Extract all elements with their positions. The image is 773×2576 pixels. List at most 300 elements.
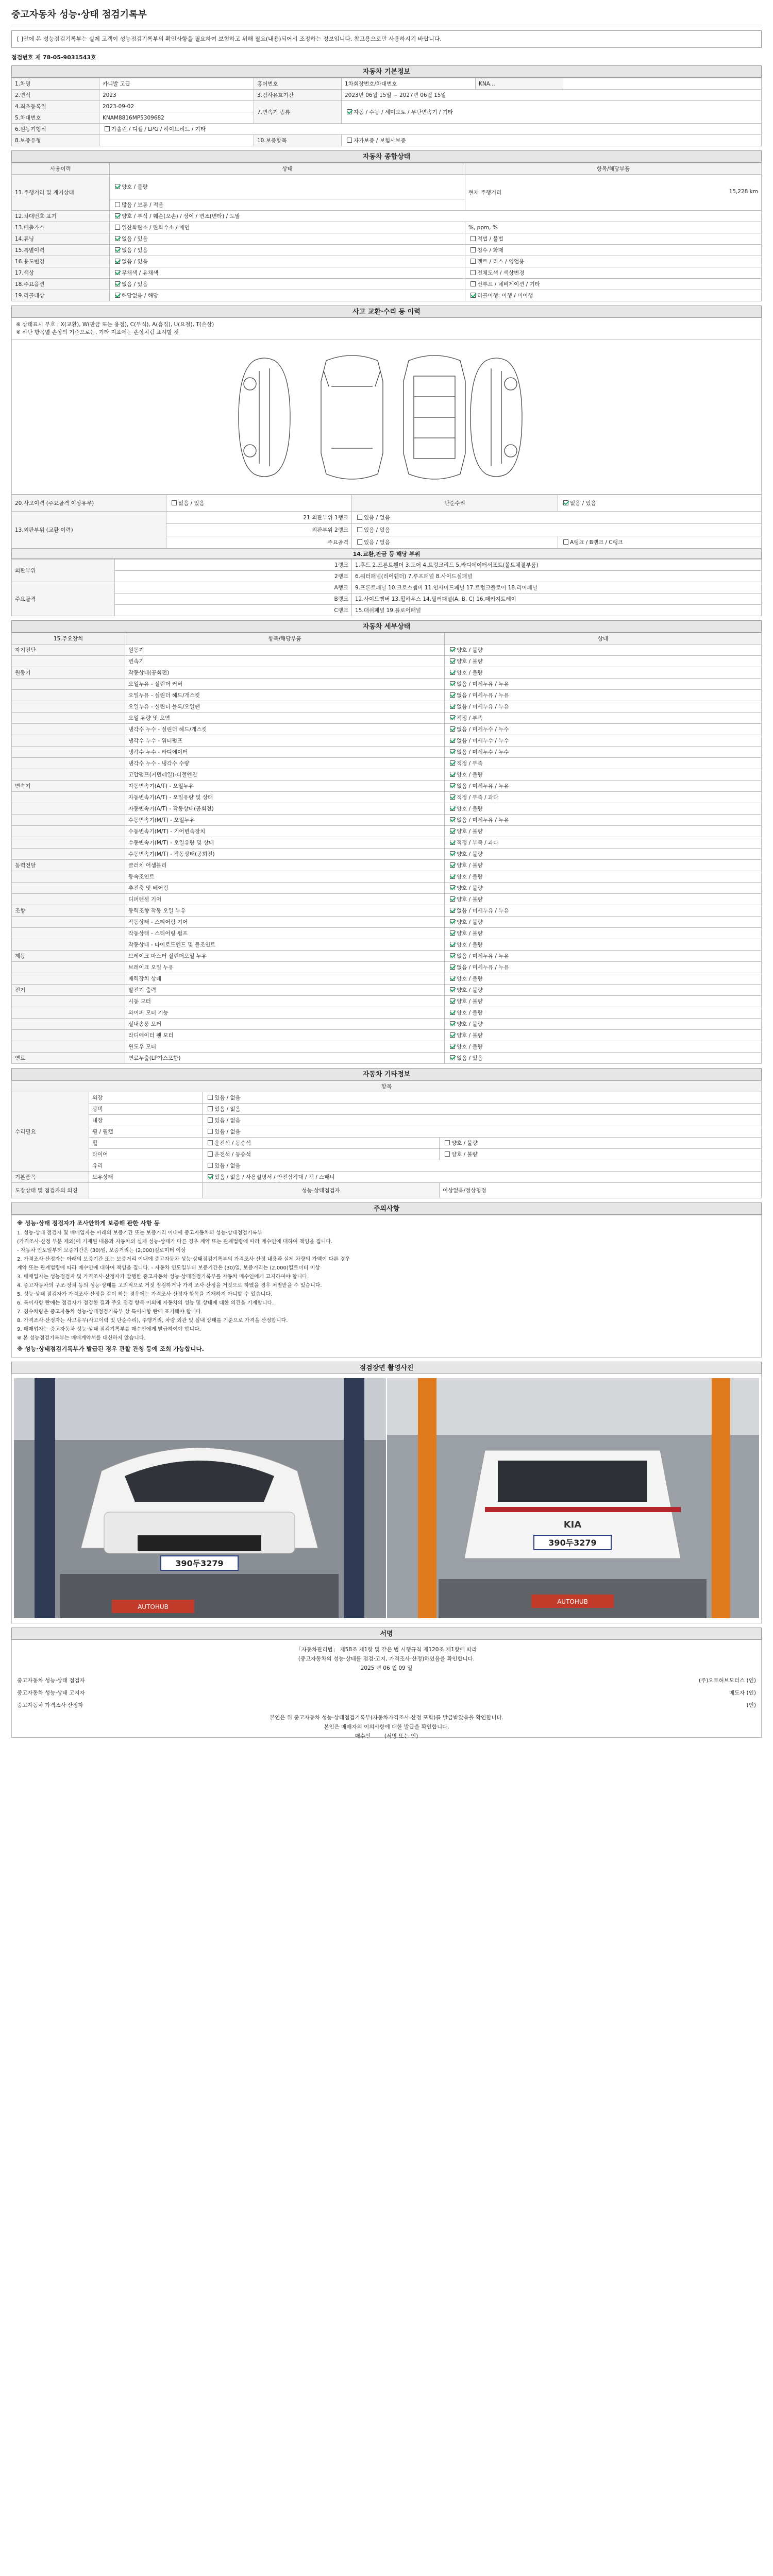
table-row [12, 860, 762, 871]
item: 오일 유량 및 오염 [125, 713, 445, 724]
item: 고압펌프(커먼레일)-디젤엔진 [125, 769, 445, 781]
table-row [12, 792, 762, 803]
status-options [445, 803, 762, 815]
checkbox-icon [450, 806, 455, 811]
options: 있음 / 없음 [203, 1092, 762, 1104]
note-line: (가격조사·산정 부분 제외)에 기재된 내용과 자동차의 실제 성능·상태가 다른 경우 계약 또는 관계법령에 따라 매수인에 대하여 책임을 집니다. [17, 1239, 333, 1245]
item: 냉각수 누수 - 라디에이터 [125, 747, 445, 758]
status-options [445, 735, 762, 747]
label: 단순수리 [352, 495, 558, 512]
options: 운전석 / 동승석 [203, 1138, 440, 1149]
blank [89, 1183, 203, 1198]
checkbox-icon [450, 1010, 455, 1015]
other-info-table [11, 1080, 762, 1198]
checkbox-icon [450, 1044, 455, 1049]
label: 10.보증항목 [254, 135, 342, 146]
status-text: 없음 / 미세누수 / 누수 [457, 749, 509, 755]
rear-photo [387, 1378, 759, 1618]
status-text: 양호 / 불량 [457, 987, 483, 993]
item: 와이퍼 모터 기능 [125, 1007, 445, 1019]
parts-list: 15.대쉬패널 19.플로어패널 [352, 605, 762, 616]
item: 시동 모터 [125, 996, 445, 1007]
label: 휠 [89, 1138, 203, 1149]
item: 수동변속기(M/T) - 기어변속장치 [125, 826, 445, 837]
signer-row: 중고자동차 성능·상태 점검자 (주)오토허브모터스 (인) [17, 1677, 756, 1684]
status-options [445, 747, 762, 758]
options: 있음 / 없음 [203, 1160, 762, 1172]
checkbox-icon [450, 1032, 455, 1038]
item: 냉각수 누수 - 워터펌프 [125, 735, 445, 747]
table-row [12, 690, 762, 701]
photos-section [11, 1362, 762, 1623]
status-text: 없음 / 있음 [457, 1055, 483, 1061]
col-header: 상태 [445, 633, 762, 645]
category [12, 713, 125, 724]
status-text: 없음 / 미세누유 / 누유 [457, 953, 509, 959]
engine-options: 가솔린 / 디젤 / LPG / 하이브리드 / 기타 [99, 124, 762, 135]
detail-table [11, 633, 762, 1064]
options: 없음 / 있음 [110, 245, 465, 256]
status-text: 양호 / 불량 [457, 942, 483, 948]
label: 8.보증유형 [12, 135, 99, 146]
options: 선루프 / 네비게이션 / 기타 [465, 279, 762, 290]
item: 오일누유 - 실린더 커버 [125, 679, 445, 690]
label: 14.튜닝 [12, 233, 110, 245]
detail-section [11, 620, 762, 1064]
status-text: 양호 / 불량 [457, 647, 483, 653]
status-text: 양호 / 불량 [457, 976, 483, 982]
item: 수동변속기(M/T) - 작동상태(공회전) [125, 849, 445, 860]
status-text: 양호 / 불량 [457, 874, 483, 880]
status-options [445, 905, 762, 917]
item: 브레이크 오일 누유 [125, 962, 445, 973]
checkbox-icon [450, 704, 455, 709]
other-info-section [11, 1068, 762, 1198]
note-line: 5. 성능·상태 점검자가 가격조사·산정을 같이 하는 경우에는 가격조사·산정자 항목을 기재하지 아니할 수 있습니다. [17, 1292, 273, 1297]
banner-text: AUTOHUB [138, 1603, 169, 1611]
note-line: 7. 침수차량은 중고자동차 성능·상태점검기록부 상 특이사항 란에 표기해야 합니다. [17, 1309, 203, 1315]
label: 보유상태 [89, 1172, 203, 1183]
col-header: 15.주요장치 [12, 633, 125, 645]
rank: B랭크 [115, 594, 352, 605]
label: 기본품목 [12, 1172, 89, 1183]
item: 윈도우 모터 [125, 1041, 445, 1053]
status-options [445, 973, 762, 985]
banner-text: AUTOHUB [557, 1598, 588, 1605]
checkbox-icon [450, 840, 455, 845]
item: 등속조인트 [125, 871, 445, 883]
status-text: 양호 / 불량 [457, 896, 483, 903]
category: 변속기 [12, 781, 125, 792]
options: 많음 / 보통 / 적음 [110, 199, 465, 211]
table-row [12, 679, 762, 690]
checkbox-icon [450, 772, 455, 777]
note-line: 4. 증고자동차의 구조·장치 등의 성능·상태를 고의적으로 거짓 점검하거나 가격 조사·산정을 거짓으로 하였을 경우 처벌받을 수 있습니다. [17, 1283, 322, 1289]
item: 라디에이터 팬 모터 [125, 1030, 445, 1041]
status-options [445, 1019, 762, 1030]
status-text: 없음 / 미세누유 / 누유 [457, 692, 509, 699]
checkbox-icon [450, 738, 455, 743]
status-options [445, 951, 762, 962]
table-row [12, 928, 762, 939]
checkbox-icon [450, 794, 455, 800]
item: 변속기 [125, 656, 445, 667]
status-text: 양호 / 불량 [457, 862, 483, 869]
category [12, 837, 125, 849]
checkbox-icon [450, 987, 455, 992]
basic-info-section [11, 65, 762, 146]
table-row [12, 962, 762, 973]
category [12, 883, 125, 894]
table-row [12, 781, 762, 792]
status-text: 없음 / 미세누유 / 누유 [457, 908, 509, 914]
options: A랭크 / B랭크 / C랭크 [558, 536, 762, 549]
checkbox-icon [450, 817, 455, 822]
item: 냉각수 누수 - 냉각수 수량 [125, 758, 445, 769]
label: 19.리콜대상 [12, 290, 110, 301]
col-header: 항목 [12, 1081, 762, 1092]
item: 디퍼렌셜 기어 [125, 894, 445, 905]
options: 양호 / 불량 [440, 1149, 762, 1160]
table-row [12, 701, 762, 713]
category [12, 1007, 125, 1019]
status-text: 없음 / 미세누유 / 누유 [457, 783, 509, 789]
status-options [445, 860, 762, 871]
section-header: 자동차 세부상태 [11, 620, 762, 633]
status-options [445, 996, 762, 1007]
checkbox-icon [450, 953, 455, 958]
parts-list: 9.프론트패널 10.크로스멤버 11.인사이드패널 17.트렁크플로어 18.리어패널 [352, 582, 762, 594]
category [12, 679, 125, 690]
label: 타이어 [89, 1149, 203, 1160]
note-line: 계약 또는 관계법령에 따라 매수인에 대하여 책임을 집니다. - 자동차 인도일부터 보증기간은 (30)일, 보증거리는 (2,000)킬로미터 이상 [17, 1265, 320, 1271]
buyer-row: 매수인 (서명 또는 인) [355, 1733, 418, 1739]
options: 없음 / 있음 [558, 495, 762, 512]
options: 없음 / 있음 [110, 256, 465, 267]
license-plate: 390두3279 [548, 1538, 597, 1548]
category [12, 1030, 125, 1041]
units: %, ppm, % [465, 222, 762, 233]
item: 오일누유 - 실린더 헤드/개스킷 [125, 690, 445, 701]
label: 외장 [89, 1092, 203, 1104]
status-options [445, 758, 762, 769]
status-options [445, 713, 762, 724]
status-options [445, 701, 762, 713]
car-diagram [11, 340, 762, 495]
col-header: 항목/해당부품 [465, 163, 762, 175]
item: 작동상태 - 스티어링 기어 [125, 917, 445, 928]
status-text: 없음 / 미세누유 / 누유 [457, 964, 509, 971]
legend [11, 318, 762, 340]
category [12, 928, 125, 939]
col-header: 사용이력 [12, 163, 110, 175]
table-row [12, 973, 762, 985]
checkbox-icon [450, 1055, 455, 1060]
basic-info-table [11, 78, 762, 146]
status-options [445, 826, 762, 837]
label: 5.차대번호 [12, 112, 99, 124]
parts-list: 6.쿼터패널(리어휀더) 7.루프패널 8.사이드실패널 [352, 571, 762, 582]
status-options [445, 917, 762, 928]
checkbox-icon [450, 862, 455, 868]
table-row [12, 713, 762, 724]
status-options [445, 792, 762, 803]
category [12, 962, 125, 973]
status-text: 양호 / 불량 [457, 806, 483, 812]
label: 도장상태 및 점검자의 의견 [12, 1183, 89, 1198]
options: 적법 / 불법 [465, 233, 762, 245]
label: 18.주요옵션 [12, 279, 110, 290]
status-options [445, 985, 762, 996]
sign-text: 본인은 매매자의 이의사항에 대한 발급을 확인합니다. [324, 1724, 449, 1730]
label: 11.주행거리 및 계기상태 [12, 175, 110, 211]
item: 자동변속기(A/T) - 오일유량 및 상태 [125, 792, 445, 803]
label: 2.연식 [12, 90, 99, 101]
status-text: 없음 / 미세누수 / 누수 [457, 726, 509, 733]
category: 자기진단 [12, 645, 125, 656]
label: 1.차명 [12, 78, 99, 90]
status-text: 양호 / 불량 [457, 772, 483, 778]
label: 13.배출가스 [12, 222, 110, 233]
options: 일산화탄소 / 탄화수소 / 매연 [110, 222, 465, 233]
checkbox-icon [450, 647, 455, 652]
summary-section [11, 150, 762, 301]
status-text: 양호 / 불량 [457, 658, 483, 665]
rank: C랭크 [115, 605, 352, 616]
item: 연료누출(LP가스포함) [125, 1053, 445, 1064]
category: 동력전달 [12, 860, 125, 871]
table-row [12, 871, 762, 883]
status-text: 양호 / 불량 [457, 851, 483, 857]
options: 없음 / 있음 [110, 233, 465, 245]
label: 광택 [89, 1104, 203, 1115]
table-row [12, 883, 762, 894]
table-row [12, 951, 762, 962]
section-header: 주의사항 [11, 1202, 762, 1215]
status-text: 양호 / 불량 [457, 670, 483, 676]
options: 양호 / 불량 [440, 1138, 762, 1149]
status-options [445, 679, 762, 690]
table-row [12, 1053, 762, 1064]
status-text: 양호 / 불량 [457, 998, 483, 1005]
table-row [12, 917, 762, 928]
options: 있음 / 없음 [352, 512, 762, 524]
category [12, 996, 125, 1007]
options: 리콜이행: 이행 / 미이행 [465, 290, 762, 301]
car-name: 카니발 고급 [99, 78, 254, 90]
category: 연료 [12, 1053, 125, 1064]
status-text: 양호 / 불량 [457, 930, 483, 937]
status-text: 없음 / 미세누유 / 누유 [457, 704, 509, 710]
section-header: 자동차 기타정보 [11, 1068, 762, 1080]
label: 성능·상태점검자 [203, 1183, 440, 1198]
sign-date: 2025 년 06 월 09 일 [360, 1665, 413, 1671]
label: 6.원동기형식 [12, 124, 99, 135]
status-options [445, 1030, 762, 1041]
item: 배력장치 상태 [125, 973, 445, 985]
options: 양호 / 부식 / 훼손(오손) / 상이 / 변조(변타) / 도말 [110, 211, 762, 222]
note-line: 2. 가격조사·산정자는 아래의 보증기간 또는 보증거리 이내에 중고자동차 성능·상태점검기록부의 가격조사·산정 내용과 실제 차량의 가액이 다른 경우 [17, 1257, 350, 1262]
note-line: - 자동차 인도일부터 보증기간은 (30)일, 보증거리는 (2,000)킬로미터 이상 [17, 1248, 186, 1253]
rank: 2랭크 [115, 571, 352, 582]
category [12, 758, 125, 769]
checkbox-icon [450, 749, 455, 754]
checkbox-icon [450, 976, 455, 981]
checkbox-icon [450, 885, 455, 890]
table-row [12, 996, 762, 1007]
status-options [445, 871, 762, 883]
category [12, 849, 125, 860]
license-plate: 390두3279 [175, 1558, 224, 1568]
checkbox-icon [450, 874, 455, 879]
photo-row [11, 1374, 762, 1623]
label: 주요골격 [166, 536, 352, 549]
cert-number: 점검번호 제 78-05-9031543호 [11, 54, 96, 61]
car-rear-photo-icon [387, 1378, 759, 1618]
status-text: 양호 / 불량 [457, 1010, 483, 1016]
label: 21.외판부위 1랭크 [166, 512, 352, 524]
parts-table [11, 559, 762, 616]
col-header: 항목/해당부품 [125, 633, 445, 645]
options: 해당없음 / 해당 [110, 290, 465, 301]
checkbox-icon [450, 715, 455, 720]
category: 조향 [12, 905, 125, 917]
checkbox-icon [450, 681, 455, 686]
transmission-options: 자동 / 수동 / 세미오토 / 무단변속기 / 기타 [342, 101, 762, 124]
value: 1차회장번호/차대번호 [342, 78, 476, 90]
category [12, 917, 125, 928]
parts-list: 1.후드 2.프론트휀더 3.도어 4.트렁크리드 5.라디에이터서포트(볼트체결부품) [352, 560, 762, 571]
options: 있음 / 없음 [203, 1126, 762, 1138]
status-options [445, 815, 762, 826]
options: 침수 / 화재 [465, 245, 762, 256]
status-text: 없음 / 미세누수 / 누수 [457, 738, 509, 744]
value: KNA... [476, 78, 563, 90]
summary-table [11, 163, 762, 301]
status-text: 양호 / 불량 [457, 828, 483, 835]
table-row [12, 758, 762, 769]
category [12, 803, 125, 815]
category [12, 826, 125, 837]
value: 2023년 06월 15일 ~ 2027년 06월 15일 [342, 90, 762, 101]
item: 발전기 출력 [125, 985, 445, 996]
options: 없음 / 있음 [166, 495, 352, 512]
car-outline-icon [12, 340, 762, 495]
table-row [12, 656, 762, 667]
table-row [12, 1041, 762, 1053]
item: 냉각수 누수 - 실린더 헤드/개스킷 [125, 724, 445, 735]
item: 작동상태 - 스티어링 펌프 [125, 928, 445, 939]
notes-box [11, 1215, 762, 1358]
table-row [12, 769, 762, 781]
category [12, 690, 125, 701]
checkbox-icon [450, 692, 455, 698]
category [12, 1041, 125, 1053]
category [12, 871, 125, 883]
brand-logo: KIA [563, 1519, 582, 1530]
value: 이상없음/정상청정 [440, 1183, 762, 1198]
table-row [12, 803, 762, 815]
category [12, 769, 125, 781]
notice-box: [ ]안에 본 성능점검기록부는 실제 고객이 성능점검기록부의 확인사항을 필요하여 보험하고 위해 필요(내용)되어서 조정하는 정보입니다. 참고용으로만 사용하시기 바랍니다. [11, 30, 762, 48]
blank [99, 135, 254, 146]
status-options [445, 1041, 762, 1053]
category [12, 747, 125, 758]
checkbox-icon [450, 760, 455, 766]
status-text: 양호 / 불량 [457, 885, 483, 891]
checkbox-icon [450, 896, 455, 902]
item: 오일누유 - 실린더 블록/오일팬 [125, 701, 445, 713]
category [12, 724, 125, 735]
options: 있음 / 없음 [352, 524, 762, 536]
category [12, 973, 125, 985]
warranty-options: 자가보증 / 보험사보증 [342, 135, 762, 146]
note-line: ※ 본 성능점검기록부는 매매계약서를 대신하지 않습니다. [17, 1335, 146, 1341]
status-options [445, 769, 762, 781]
label: 4.최초등록일 [12, 101, 99, 112]
status-text: 적정 / 부족 / 과다 [457, 794, 499, 801]
item: 자동변속기(A/T) - 오일누유 [125, 781, 445, 792]
value: 2023-09-02 [99, 101, 254, 112]
status-options [445, 894, 762, 905]
status-options [445, 781, 762, 792]
note-line: 9. 매매업자는 중고자동차 성능·상태 점검기록부를 매수인에게 발급하여야 합니다. [17, 1327, 201, 1332]
options: 렌트 / 리스 / 영업용 [465, 256, 762, 267]
accident-table [11, 495, 762, 549]
item: 동력조향 작동 오일 누유 [125, 905, 445, 917]
label: 내장 [89, 1115, 203, 1126]
note-line: 3. 매매업자는 성능점검자 및 가격조사·산정자가 발행한 중고자동차 성능·상태점검기록부를 자동차 매수인에게 고지하여야 합니다. [17, 1274, 309, 1280]
label: 15.특별이력 [12, 245, 110, 256]
note-line: 8. 가격조사·산정자는 사고유무(사고이력 및 단순수리), 주행거리, 차량 외관 및 실내 상태를 기준으로 가격을 산정합니다. [17, 1318, 288, 1324]
status-options [445, 690, 762, 701]
checkbox-icon [450, 919, 455, 924]
checkbox-icon [450, 930, 455, 936]
options: 양호 / 불량 [110, 175, 465, 199]
status-options [445, 849, 762, 860]
label: 17.색상 [12, 267, 110, 279]
status-text: 양호 / 불량 [457, 1044, 483, 1050]
label: 수리필요 [12, 1092, 89, 1172]
subheader: 14.교환,판금 등 해당 부위 [11, 549, 762, 559]
section-header: 사고 교환·수리 등 이력 [11, 306, 762, 318]
table-row [12, 985, 762, 996]
status-options [445, 928, 762, 939]
car-front-photo-icon [14, 1378, 386, 1618]
blank [563, 78, 762, 90]
status-text: 양호 / 불량 [457, 1032, 483, 1039]
category: 전기 [12, 985, 125, 996]
item: 자동변속기(A/T) - 작동상태(공회전) [125, 803, 445, 815]
notes-final: ※ 성능·상태점검기록부가 발급된 경우 관할 관청 등에 조회 가능합니다. [17, 1345, 204, 1352]
table-row [12, 837, 762, 849]
category [12, 656, 125, 667]
section-header: 서명 [11, 1628, 762, 1640]
options: 없음 / 있음 [110, 279, 465, 290]
accident-diagram-section [11, 306, 762, 616]
notes-title: ※ 성능·상태 점검자가 조사안하게 보증해 관한 사항 등 [17, 1219, 160, 1227]
options: 전체도색 / 색상변경 [465, 267, 762, 279]
label: 외판부위 [12, 560, 115, 582]
label: 3.검사유효기간 [254, 90, 342, 101]
label: 16.용도변경 [12, 256, 110, 267]
checkbox-icon [450, 1021, 455, 1026]
table-row [12, 724, 762, 735]
checkbox-icon [450, 670, 455, 675]
section-header: 자동차 기본정보 [11, 65, 762, 78]
item: 추진축 및 베어링 [125, 883, 445, 894]
item: 수동변속기(M/T) - 오일누유 [125, 815, 445, 826]
